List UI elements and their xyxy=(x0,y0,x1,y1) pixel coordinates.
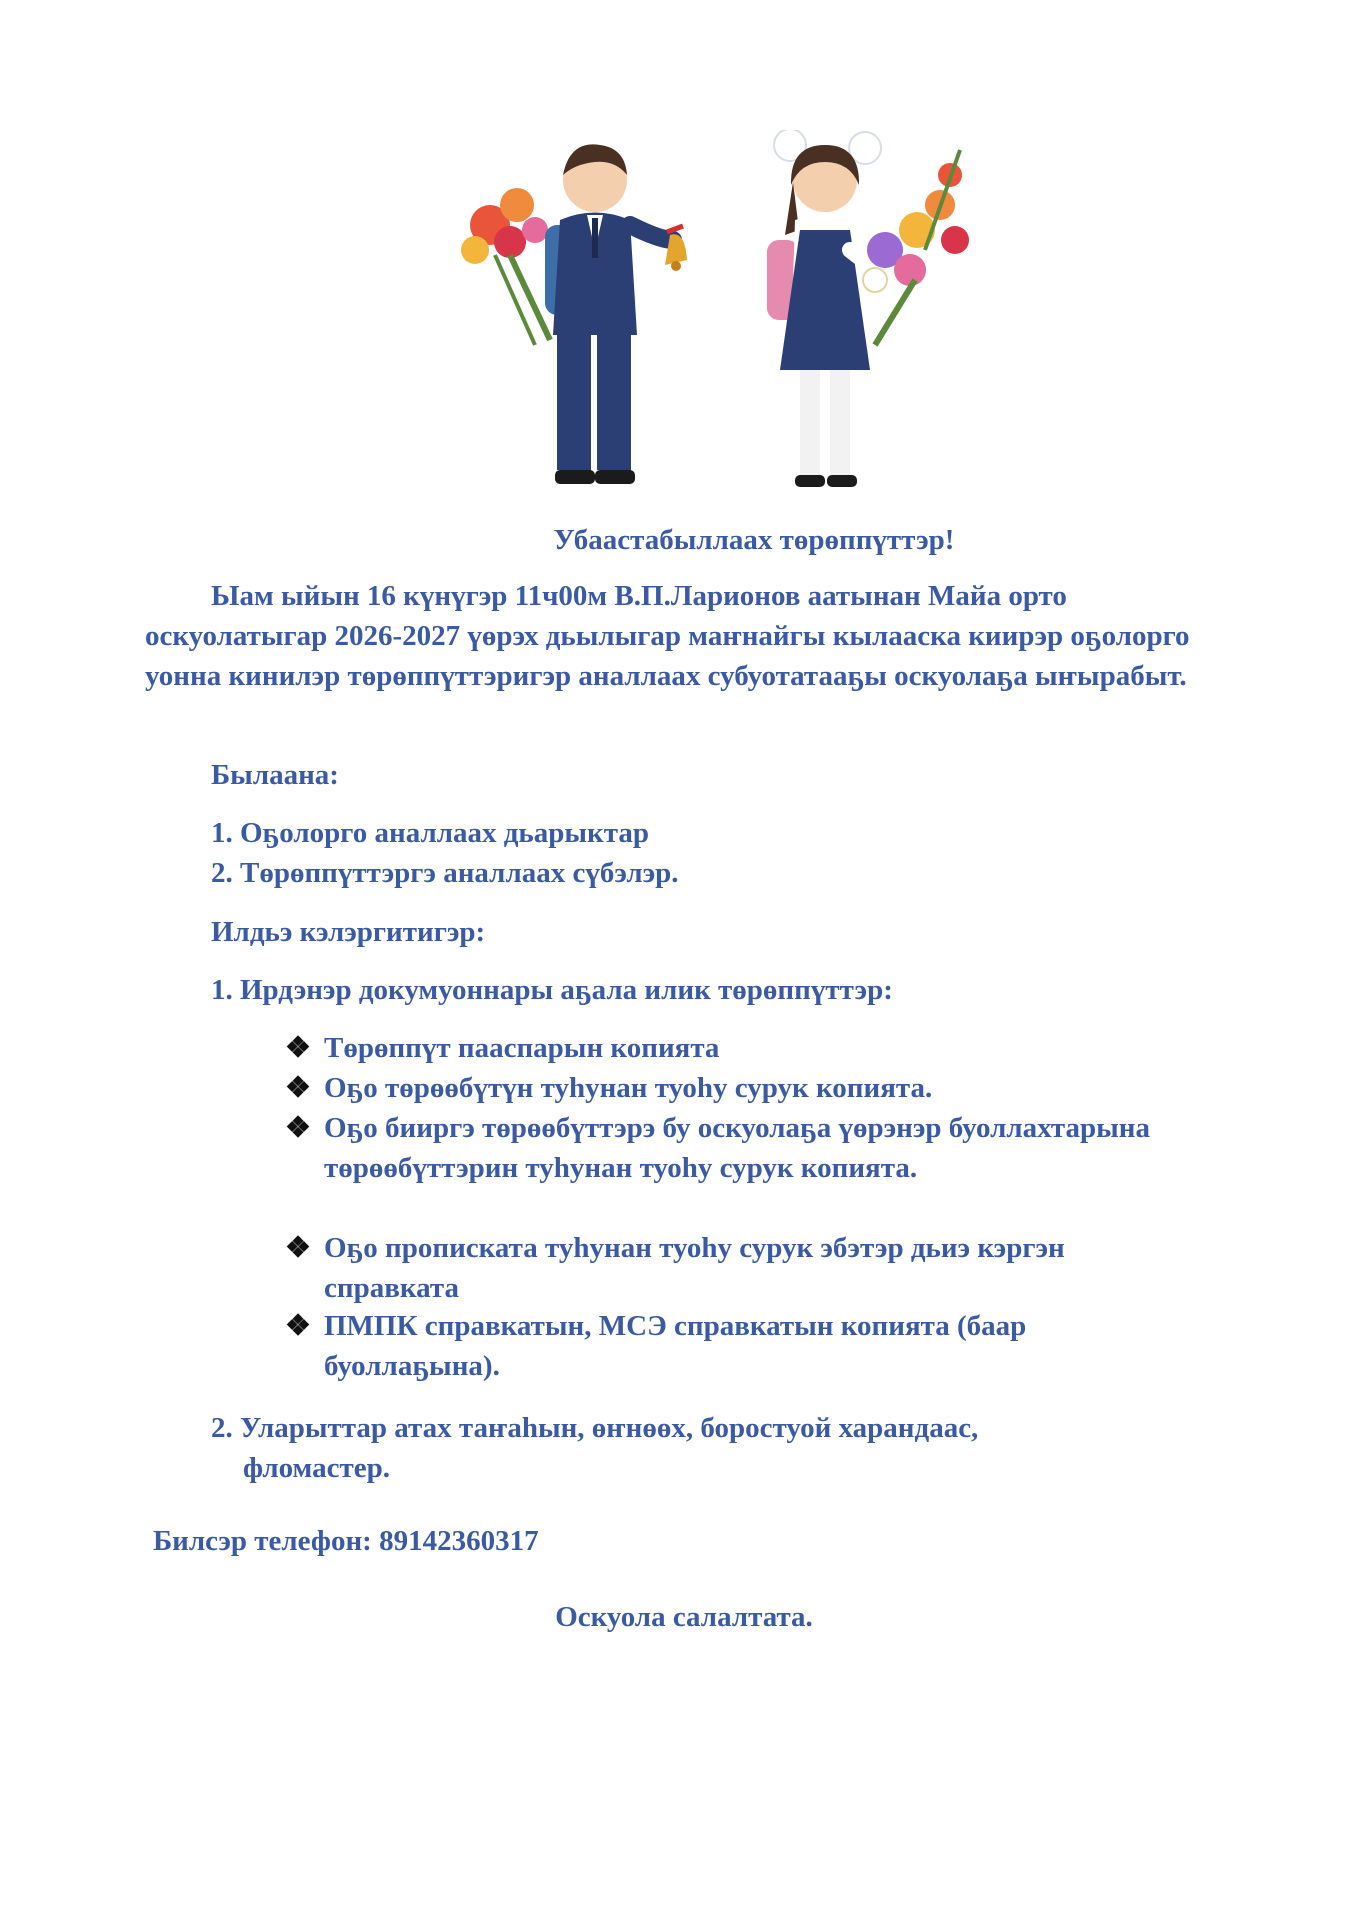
diamond-bullet-icon: ❖ xyxy=(285,1072,311,1104)
signature: Оскуола салалтата. xyxy=(555,1601,813,1633)
diamond-bullet-icon: ❖ xyxy=(285,1032,311,1064)
intro-paragraph xyxy=(145,576,1195,696)
bring-item-documents: 1. Ирдэнэр докумуоннары аҕала илик төрөппүттэр: xyxy=(211,974,893,1006)
diamond-bullet-icon: ❖ xyxy=(285,1112,311,1144)
bring-item-supplies: 2. Уларыттар атах таҥаһын, өҥнөөх, боростуой харандаас, фломастер. xyxy=(211,1412,979,1484)
greeting-heading: Убаастабыллаах төрөппүттэр! xyxy=(553,524,955,556)
intro-text: Ыам ыйын 16 күнүгэр 11ч00м В.П.Ларионов аатынан Майа орто оскуолатыгар 2026-2027 үөрэх дьылыгар маҥнайгы кылааска киирэр оҕолорго уонна кинилэр төрөппүттэригэр аналлаах субуотатааҕы оскуолаҕа ыҥырабыт. xyxy=(145,580,1190,692)
program-item: 1. Оҕолорго аналлаах дьарыктар xyxy=(211,817,649,849)
diamond-bullet-icon: ❖ xyxy=(285,1232,311,1264)
document-list-item: Оҕо бииргэ төрөөбүттэрэ бу оскуолаҕа үөрэнэр буоллахтарына төрөөбүттэрин туһунан туоһу сурук копията. xyxy=(324,1112,1150,1184)
document-list-item: ПМПК справкатын, МСЭ справкатын копията (баар буоллаҕына). xyxy=(324,1310,1027,1382)
program-title: Былаана: xyxy=(211,759,339,791)
document-list-item: Төрөппүт пааспарын копията xyxy=(324,1032,720,1064)
contact-phone: Билсэр телефон: 89142360317 xyxy=(153,1525,539,1557)
diamond-bullet-icon: ❖ xyxy=(285,1310,311,1342)
document-list-item: Оҕо төрөөбүтүн туһунан туоһу сурук копията. xyxy=(324,1072,933,1104)
schoolchildren-illustration xyxy=(455,130,985,500)
document-list-item: Оҕо прописката туһунан туоһу сурук эбэтэр дьиэ кэргэн справката xyxy=(324,1232,1065,1304)
boy-figure xyxy=(461,144,687,484)
program-item: 2. Төрөппүттэргэ аналлаах сүбэлэр. xyxy=(211,857,679,889)
girl-figure xyxy=(767,130,969,487)
bring-title: Илдьэ кэлэргитигэр: xyxy=(211,916,486,948)
